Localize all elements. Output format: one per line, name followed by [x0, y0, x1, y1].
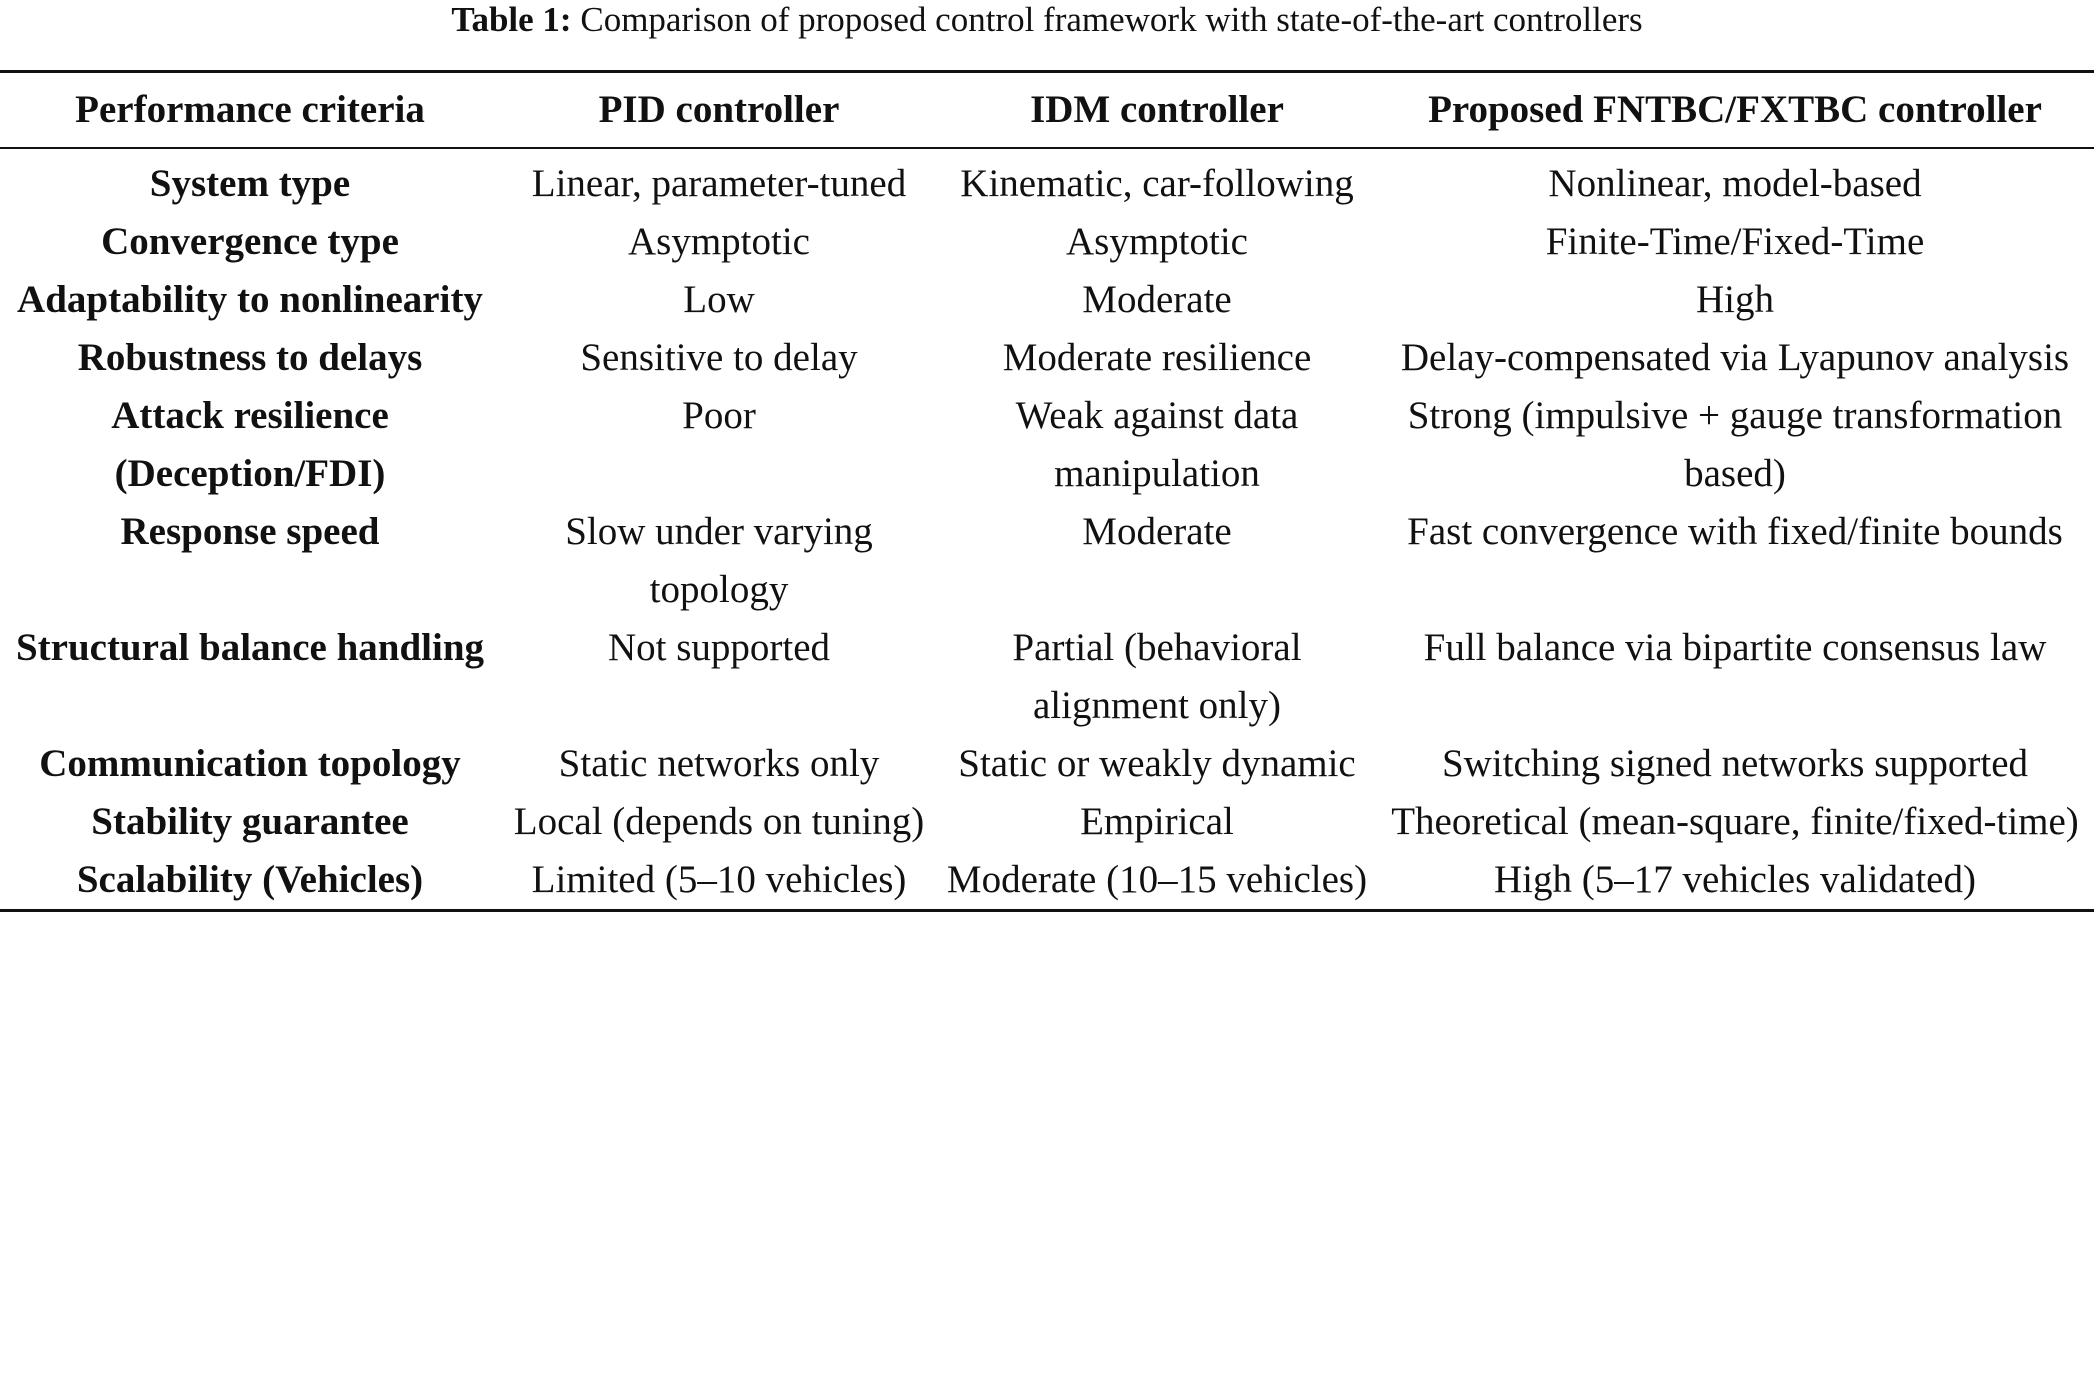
comparison-table	[0, 70, 2094, 912]
cell-criterion: Stability guarantee	[91, 800, 409, 843]
cell-idm: Moderate resilience	[1002, 336, 1312, 379]
cell-idm: Partial (behavioral alignment only)	[1012, 626, 1302, 727]
cell-proposed: Fast convergence with fixed/finite bounds	[1407, 510, 2063, 553]
table-caption	[0, 0, 2094, 40]
header-idm-controller: IDM controller	[1030, 88, 1284, 131]
cell-idm: Weak against data manipulation	[1015, 394, 1299, 495]
cell-criterion: Scalability (Vehicles)	[76, 858, 424, 901]
cell-criterion: Response speed	[120, 510, 380, 553]
cell-proposed: Full balance via bipartite consensus law	[1423, 626, 2047, 669]
cell-proposed: Strong (impulsive + gauge transformation based)	[1407, 394, 2063, 495]
cell-criterion: Adaptability to nonlinearity	[17, 278, 483, 321]
cell-idm: Asymptotic	[1066, 220, 1248, 263]
cell-criterion: Convergence type	[101, 220, 399, 263]
cell-proposed: Theoretical (mean-square, finite/fixed-time)	[1391, 800, 2079, 843]
cell-pid: Poor	[682, 394, 756, 437]
cell-criterion: Attack resilience (Deception/FDI)	[111, 394, 389, 495]
cell-idm: Moderate	[1082, 510, 1232, 553]
table-row	[0, 793, 2094, 851]
table-row	[0, 148, 2094, 213]
cell-pid: Limited (5–10 vehicles)	[531, 858, 907, 901]
cell-criterion: Structural balance handling	[15, 626, 485, 669]
caption-label: Table 1:	[451, 0, 572, 39]
table-row	[0, 851, 2094, 911]
cell-pid: Static networks only	[558, 742, 880, 785]
cell-idm: Empirical	[1080, 800, 1234, 843]
cell-pid: Asymptotic	[628, 220, 810, 263]
cell-idm: Static or weakly dynamic	[958, 742, 1356, 785]
header-proposed-controller: Proposed FNTBC/FXTBC controller	[1428, 88, 2042, 131]
table-row	[0, 329, 2094, 387]
cell-criterion: System type	[149, 162, 351, 205]
table-header-row	[0, 72, 2094, 149]
cell-pid: Linear, parameter-tuned	[531, 162, 907, 205]
cell-idm: Moderate	[1082, 278, 1232, 321]
cell-proposed: High (5–17 vehicles validated)	[1494, 858, 1976, 901]
table-row	[0, 387, 2094, 503]
table-row	[0, 619, 2094, 735]
cell-proposed: Switching signed networks supported	[1441, 742, 2029, 785]
table-row	[0, 735, 2094, 793]
cell-proposed: Finite-Time/Fixed-Time	[1545, 220, 1925, 263]
cell-pid: Low	[683, 278, 755, 321]
cell-proposed: High	[1696, 278, 1774, 321]
cell-idm: Kinematic, car-following	[960, 162, 1354, 205]
table-body	[0, 148, 2094, 911]
cell-pid: Not supported	[607, 626, 831, 669]
table-row	[0, 271, 2094, 329]
cell-pid: Slow under varying topology	[565, 510, 873, 611]
cell-pid: Local (depends on tuning)	[513, 800, 925, 843]
cell-proposed: Delay-compensated via Lyapunov analysis	[1400, 336, 2070, 379]
table-row	[0, 503, 2094, 619]
header-performance-criteria: Performance criteria	[75, 88, 425, 131]
table-row	[0, 213, 2094, 271]
cell-pid: Sensitive to delay	[580, 336, 858, 379]
caption-text: Comparison of proposed control framework with state-of-the-art controllers	[571, 0, 1643, 39]
cell-criterion: Communication topology	[39, 742, 461, 785]
cell-proposed: Nonlinear, model-based	[1548, 162, 1922, 205]
cell-criterion: Robustness to delays	[77, 336, 423, 379]
header-pid-controller: PID controller	[598, 88, 840, 131]
cell-idm: Moderate (10–15 vehicles)	[946, 858, 1368, 901]
